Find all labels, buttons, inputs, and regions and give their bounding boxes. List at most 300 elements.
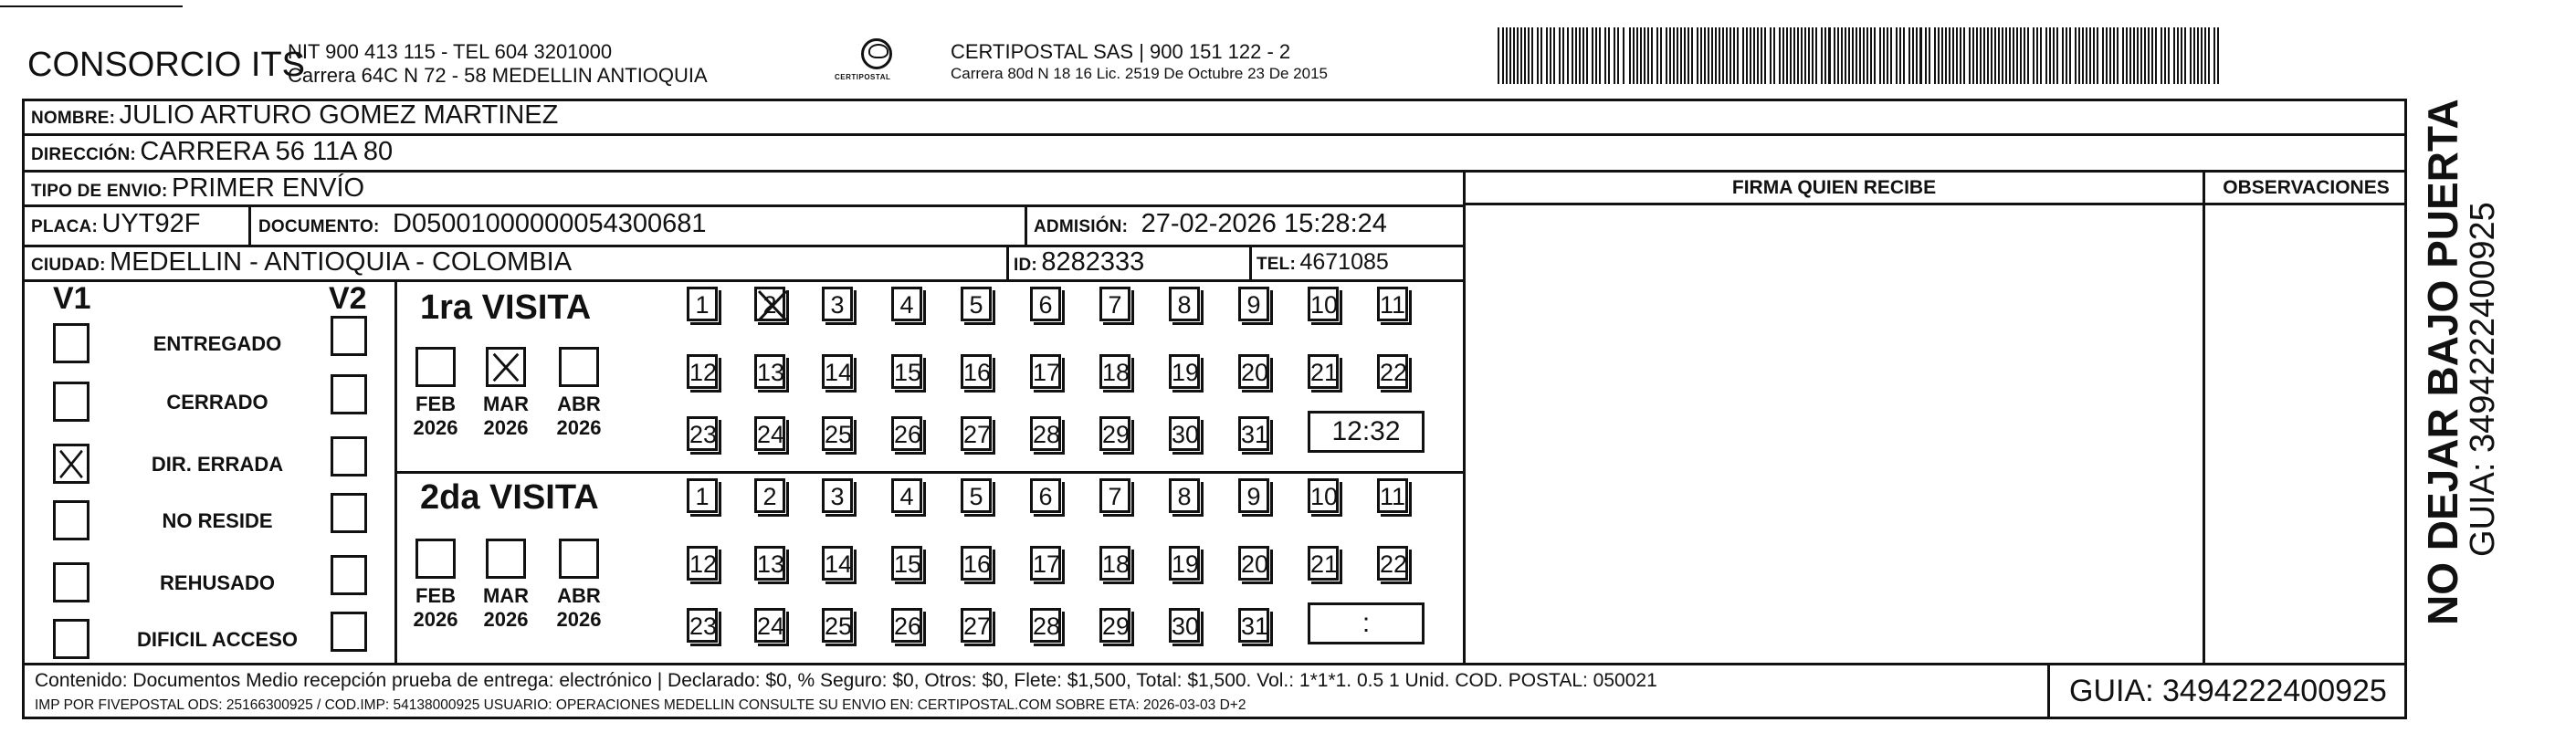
visit2-day-23[interactable]: 23	[687, 608, 718, 643]
barcode-bar	[2040, 27, 2042, 84]
barcode-bar	[1896, 27, 1898, 84]
barcode-bar	[2086, 27, 2087, 84]
visit1-day-6[interactable]: 6	[1030, 287, 1061, 321]
barcode-bar	[1614, 27, 1615, 84]
visit2-month-checkbox-mar[interactable]	[486, 539, 526, 579]
visit1-day-30[interactable]: 30	[1169, 416, 1200, 451]
barcode-bar	[1890, 27, 1892, 84]
barcode-bar	[1586, 27, 1588, 84]
barcode-bar	[1498, 27, 1499, 84]
placa-value: UYT92F	[101, 209, 201, 238]
id-row	[1014, 247, 1144, 278]
logo-text: CERTIPOSTAL	[835, 73, 891, 81]
visit2-day-21[interactable]: 21	[1308, 546, 1339, 581]
barcode-bar	[1908, 27, 1910, 84]
barcode-bar	[1559, 27, 1561, 84]
barcode-bar	[2082, 27, 2084, 84]
visit1-month-checkbox-mar[interactable]	[486, 347, 526, 387]
visit2-day-11[interactable]: 11	[1377, 478, 1408, 513]
barcode-bar	[2045, 27, 2047, 84]
v1-checkbox-dir-errada[interactable]	[53, 444, 89, 484]
tipo-label: TIPO DE ENVIO:	[31, 182, 168, 201]
visit2-month-label	[547, 584, 611, 632]
barcode-bar	[1737, 27, 1739, 84]
barcode-bar	[1949, 27, 1950, 84]
barcode-bar	[1730, 27, 1731, 84]
barcode-bar	[1575, 27, 1577, 84]
v2-checkbox-entregado[interactable]	[331, 316, 367, 356]
barcode-bar	[2109, 27, 2111, 84]
barcode-bar	[2036, 27, 2038, 84]
visit2-day-1[interactable]: 1	[687, 478, 718, 513]
ciudad-label: CIUDAD:	[31, 256, 106, 275]
barcode-bar	[1636, 27, 1638, 84]
visit1-month-year: 2026	[413, 416, 458, 439]
barcode-bar	[1684, 27, 1686, 84]
barcode-bar	[1722, 27, 1724, 84]
status-option-label: ENTREGADO	[152, 332, 282, 355]
barcode-bar	[2177, 27, 2179, 84]
barcode-bar	[2113, 27, 2115, 84]
visit2-day-9[interactable]: 9	[1238, 478, 1269, 513]
visit1-month-year: 2026	[556, 416, 602, 439]
barcode-bar	[1528, 27, 1530, 84]
barcode-bar	[1750, 27, 1751, 84]
barcode-bar	[1919, 27, 1922, 84]
barcode-bar	[2020, 27, 2022, 84]
admision-label: ADMISIÓN:	[1034, 217, 1129, 236]
barcode-bar	[2093, 27, 2095, 84]
visit2-day-2[interactable]: 2	[754, 478, 785, 513]
barcode-bar	[1746, 27, 1748, 84]
visit1-time-field[interactable]: 12:32	[1308, 411, 1425, 453]
barcode-bar	[1673, 27, 1675, 84]
nit-line: NIT 900 413 115 - TEL 604 3201000	[288, 40, 613, 63]
barcode-bar	[1579, 27, 1581, 84]
barcode-bar	[1837, 27, 1839, 84]
barcode-bar	[1903, 27, 1905, 84]
visit1-day-12[interactable]: 12	[687, 354, 718, 389]
tel-label: TEL:	[1256, 255, 1297, 274]
barcode-bar	[2213, 27, 2215, 84]
visit2-day-29[interactable]: 29	[1099, 608, 1130, 643]
visit1-day-21[interactable]: 21	[1308, 354, 1339, 389]
visit1-day-31[interactable]: 31	[1238, 416, 1269, 451]
visit1-day-19[interactable]: 19	[1169, 354, 1200, 389]
visit1-day-27[interactable]: 27	[961, 416, 992, 451]
contenido-line: Contenido: Documentos Medio recepción prueba de entrega: electrónico | Declarado: $0, % Seguro: $0, Otros: $0, Flete: $1,500, Total: $1,500. Vol.: 1*1*1. 0.5 1 Unid. COD. POSTAL: 050021	[35, 670, 1657, 691]
visit1-day-22[interactable]: 22	[1377, 354, 1408, 389]
barcode-bar	[1916, 27, 1918, 84]
barcode-bar	[1640, 27, 1642, 84]
visit1-day-8[interactable]: 8	[1169, 287, 1200, 321]
barcode-bar	[1793, 27, 1795, 84]
barcode-bar	[2024, 27, 2025, 84]
barcode-bar	[1887, 27, 1888, 84]
admision-row	[1034, 209, 1387, 239]
barcode-bar	[1883, 27, 1885, 84]
barcode-bar	[2049, 27, 2051, 84]
barcode-bar	[2164, 27, 2166, 84]
barcode-bar	[1677, 27, 1678, 84]
barcode-bar	[1753, 27, 1755, 84]
barcode-bar	[1976, 27, 1978, 84]
barcode-bar	[1540, 27, 1542, 84]
nombre-value: JULIO ARTURO GOMEZ MARTINEZ	[119, 100, 559, 130]
visit2-day-25[interactable]: 25	[822, 608, 853, 643]
barcode-bar	[2208, 27, 2210, 84]
barcode-bar	[2013, 27, 2014, 84]
company-name: CONSORCIO ITS	[27, 46, 306, 84]
barcode-bar	[2217, 27, 2219, 84]
visit2-month-name: ABR	[557, 584, 601, 607]
barcode-bar	[1688, 27, 1689, 84]
side-guia: GUIA: 3494222400925	[2464, 202, 2502, 557]
barcode-bar	[2033, 27, 2035, 84]
barcode-bar	[1629, 27, 1631, 84]
visit1-day-3[interactable]: 3	[822, 287, 853, 321]
barcode-bar	[1960, 27, 1961, 84]
firma-label: FIRMA QUIEN RECIBE	[1731, 177, 1937, 198]
barcode-bar	[2133, 27, 2135, 84]
barcode-bar	[1956, 27, 1958, 84]
barcode-bar	[1912, 27, 1914, 84]
barcode-bar	[2122, 27, 2124, 84]
visit1-day-10[interactable]: 10	[1308, 287, 1339, 321]
barcode-bar	[1757, 27, 1759, 84]
barcode-bar	[2140, 27, 2142, 84]
barcode-bar	[1925, 27, 1927, 84]
barcode-bar	[1815, 27, 1817, 84]
visit2-day-28[interactable]: 28	[1030, 608, 1061, 643]
barcode-bar	[1513, 27, 1515, 84]
visit2-month-checkbox-abr[interactable]	[559, 539, 599, 579]
visit1-day-25[interactable]: 25	[822, 416, 853, 451]
v2-label: V2	[329, 281, 367, 316]
visit2-day-6[interactable]: 6	[1030, 478, 1061, 513]
visit1-title: 1ra VISITA	[420, 288, 592, 327]
visit2-day-17[interactable]: 17	[1030, 546, 1061, 581]
barcode-bar	[1764, 27, 1766, 84]
barcode-bar	[1697, 27, 1698, 84]
id-value: 8282333	[1041, 247, 1145, 277]
barcode-bar	[2005, 27, 2007, 84]
v1-label: V1	[53, 281, 91, 316]
visit1-day-18[interactable]: 18	[1099, 354, 1130, 389]
barcode-bar	[1934, 27, 1936, 84]
visit1-day-16[interactable]: 16	[961, 354, 992, 389]
barcode-bar	[1595, 27, 1597, 84]
barcode-bar	[2144, 27, 2146, 84]
visit1-day-4[interactable]: 4	[891, 287, 922, 321]
certipostal-line: CERTIPOSTAL SAS | 900 151 122 - 2	[951, 40, 1291, 63]
barcode-bar	[1841, 27, 1843, 84]
barcode-bar	[1786, 27, 1788, 84]
barcode-bar	[1834, 27, 1835, 84]
barcode-bar	[1804, 27, 1806, 84]
barcode-bar	[1987, 27, 1989, 84]
status-option-label: DIR. ERRADA	[151, 453, 284, 476]
barcode-bar	[1874, 27, 1876, 84]
barcode-bar	[1797, 27, 1799, 84]
visit2-month-year: 2026	[413, 608, 458, 631]
visit2-day-31[interactable]: 31	[1238, 608, 1269, 643]
placa-label: PLACA:	[31, 217, 98, 236]
barcode-bar	[1651, 27, 1653, 84]
barcode-bar	[1952, 27, 1954, 84]
barcode-bar	[1821, 27, 1823, 84]
v2-checkbox-dificil-acceso[interactable]	[331, 612, 367, 652]
barcode-bar	[1656, 27, 1658, 84]
visit2-day-14[interactable]: 14	[822, 546, 853, 581]
license-line: Carrera 80d N 18 16 Lic. 2519 De Octubre 23 De 2015	[951, 65, 1328, 82]
documento-row	[258, 209, 707, 239]
barcode-bar	[1879, 27, 1881, 84]
address-line: Carrera 64C N 72 - 58 MEDELLIN ANTIOQUIA	[288, 64, 708, 87]
direccion-row	[31, 137, 393, 167]
v2-checkbox-no-reside[interactable]	[331, 493, 367, 533]
visit2-day-18[interactable]: 18	[1099, 546, 1130, 581]
status-option-label: CERRADO	[166, 391, 268, 414]
barcode-bar	[1980, 27, 1982, 84]
visit1-month-label	[474, 393, 538, 440]
direccion-label: DIRECCIÓN:	[31, 145, 136, 164]
barcode-bar	[1845, 27, 1846, 84]
barcode-bar	[1945, 27, 1947, 84]
barcode-bar	[2126, 27, 2128, 84]
visit1-day-20[interactable]: 20	[1238, 354, 1269, 389]
barcode-bar	[1520, 27, 1522, 84]
barcode-bar	[2053, 27, 2055, 84]
visit2-month-checkbox-feb[interactable]	[415, 539, 456, 579]
visit2-title: 2da VISITA	[420, 478, 599, 517]
ciudad-row	[31, 247, 572, 278]
barcode-bar	[1866, 27, 1868, 84]
barcode-bar	[1969, 27, 1971, 84]
documento-value: D05001000000054300681	[393, 209, 707, 238]
visit1-day-5[interactable]: 5	[961, 287, 992, 321]
barcode-bar	[2075, 27, 2077, 84]
visit1-day-15[interactable]: 15	[891, 354, 922, 389]
barcode-bar	[1941, 27, 1943, 84]
v2-checkbox-cerrado[interactable]	[331, 374, 367, 414]
barcode-bar	[1704, 27, 1706, 84]
visit2-day-8[interactable]: 8	[1169, 478, 1200, 513]
barcode-bar	[1761, 27, 1762, 84]
id-label: ID:	[1014, 256, 1037, 275]
visit1-day-2[interactable]: 2	[754, 287, 785, 321]
nombre-row	[31, 100, 558, 131]
tipo-row	[31, 173, 364, 204]
barcode-bar	[1537, 27, 1539, 84]
status-option-label: NO RESIDE	[162, 509, 273, 532]
visit1-day-11[interactable]: 11	[1377, 287, 1408, 321]
barcode-bar	[2069, 27, 2071, 84]
visit1-day-7[interactable]: 7	[1099, 287, 1130, 321]
barcode-bar	[1801, 27, 1803, 84]
visit2-day-5[interactable]: 5	[961, 478, 992, 513]
visit1-day-23[interactable]: 23	[687, 416, 718, 451]
visit2-month-label	[474, 584, 538, 632]
ciudad-value: MEDELLIN - ANTIOQUIA - COLOMBIA	[110, 247, 573, 277]
barcode-bar	[2193, 27, 2195, 84]
barcode-bar	[1828, 27, 1831, 84]
barcode-bar	[1608, 27, 1610, 84]
barcode-bar	[1647, 27, 1649, 84]
v1-checkbox-cerrado[interactable]	[53, 382, 89, 422]
barcode-bar	[2204, 27, 2206, 84]
visit2-day-20[interactable]: 20	[1238, 546, 1269, 581]
barcode-bar	[2027, 27, 2029, 84]
v2-checkbox-dir-errada[interactable]	[331, 436, 367, 476]
visit2-day-12[interactable]: 12	[687, 546, 718, 581]
visit2-day-7[interactable]: 7	[1099, 478, 1130, 513]
barcode-bar	[1899, 27, 1901, 84]
visit2-month-name: FEB	[415, 584, 456, 607]
barcode-bar	[1506, 27, 1508, 84]
v1-checkbox-no-reside[interactable]	[53, 500, 89, 540]
barcode-bar	[1660, 27, 1662, 84]
visit2-day-3[interactable]: 3	[822, 478, 853, 513]
tel-value: 4671085	[1299, 249, 1389, 275]
visit1-day-24[interactable]: 24	[754, 416, 785, 451]
barcode-bar	[1582, 27, 1584, 84]
visit1-month-name: FEB	[415, 393, 456, 415]
barcode-bar	[1726, 27, 1728, 84]
visit1-day-9[interactable]: 9	[1238, 287, 1269, 321]
barcode-bar	[2078, 27, 2080, 84]
barcode-bar	[2009, 27, 2011, 84]
barcode-bar	[1562, 27, 1564, 84]
visit2-day-26[interactable]: 26	[891, 608, 922, 643]
barcode-bar	[1863, 27, 1865, 84]
barcode-bar	[1782, 27, 1784, 84]
barcode-bar	[1852, 27, 1854, 84]
visit1-month-checkbox-feb[interactable]	[415, 347, 456, 387]
barcode-bar	[1567, 27, 1569, 84]
barcode	[1498, 27, 2228, 88]
barcode-bar	[1592, 27, 1593, 84]
visit2-month-name: MAR	[482, 584, 530, 607]
barcode-bar	[1790, 27, 1792, 84]
barcode-bar	[1963, 27, 1965, 84]
barcode-bar	[1824, 27, 1826, 84]
barcode-bar	[1929, 27, 1930, 84]
barcode-bar	[1733, 27, 1735, 84]
barcode-bar	[1848, 27, 1850, 84]
visit2-day-24[interactable]: 24	[754, 608, 785, 643]
barcode-bar	[1812, 27, 1814, 84]
barcode-bar	[2089, 27, 2091, 84]
visit2-month-label	[404, 584, 468, 632]
barcode-bar	[1691, 27, 1693, 84]
observaciones-label: OBSERVACIONES	[2223, 177, 2390, 198]
visit2-day-13[interactable]: 13	[754, 546, 785, 581]
admision-value: 27-02-2026 15:28:24	[1141, 209, 1387, 238]
visit2-month-year: 2026	[556, 608, 602, 631]
imp-line: IMP POR FIVEPOSTAL ODS: 25166300925 / COD.IMP: 54138000925 USUARIO: OPERACIONES MEDELLIN CONSULTE SU ENVIO EN: CERTIPOSTAL.COM SOBRE ETA: 2026-03-03 D+2	[35, 697, 1246, 713]
barcode-bar	[2201, 27, 2203, 84]
guia-box: GUIA: 3494222400925	[2069, 674, 2387, 708]
visit2-day-16[interactable]: 16	[961, 546, 992, 581]
barcode-bar	[2002, 27, 2003, 84]
barcode-bar	[1604, 27, 1606, 84]
visit1-day-14[interactable]: 14	[822, 354, 853, 389]
visit1-day-28[interactable]: 28	[1030, 416, 1061, 451]
barcode-bar	[1711, 27, 1713, 84]
visit2-day-30[interactable]: 30	[1169, 608, 1200, 643]
barcode-bar	[1517, 27, 1519, 84]
barcode-bar	[1715, 27, 1717, 84]
barcode-bar	[1599, 27, 1601, 84]
visit2-day-22[interactable]: 22	[1377, 546, 1408, 581]
barcode-bar	[1617, 27, 1619, 84]
barcode-bar	[2151, 27, 2153, 84]
placa-row	[31, 209, 200, 239]
documento-label: DOCUMENTO:	[258, 217, 380, 236]
barcode-bar	[1972, 27, 1974, 84]
barcode-bar	[1938, 27, 1940, 84]
visit1-month-label	[404, 393, 468, 440]
barcode-bar	[2148, 27, 2150, 84]
barcode-bar	[1991, 27, 1992, 84]
visit2-day-19[interactable]: 19	[1169, 546, 1200, 581]
visit1-day-29[interactable]: 29	[1099, 416, 1130, 451]
tipo-value: PRIMER ENVÍO	[172, 173, 365, 203]
barcode-bar	[1856, 27, 1857, 84]
barcode-bar	[1680, 27, 1682, 84]
visit1-day-26[interactable]: 26	[891, 416, 922, 451]
barcode-bar	[1546, 27, 1548, 84]
barcode-bar	[1644, 27, 1645, 84]
logo-mark-icon	[868, 44, 888, 58]
barcode-bar	[1550, 27, 1551, 84]
v2-checkbox-rehusado[interactable]	[331, 555, 367, 595]
visit2-day-4[interactable]: 4	[891, 478, 922, 513]
barcode-bar	[2173, 27, 2175, 84]
visit2-day-27[interactable]: 27	[961, 608, 992, 643]
visit2-month-year: 2026	[483, 608, 529, 631]
status-option-label: REHUSADO	[160, 571, 275, 594]
v1-checkbox-rehusado[interactable]	[53, 562, 89, 602]
barcode-bar	[2106, 27, 2108, 84]
top-edge-line	[0, 5, 183, 7]
visit1-day-13[interactable]: 13	[754, 354, 785, 389]
visit2-day-10[interactable]: 10	[1308, 478, 1339, 513]
v1-checkbox-dificil-acceso[interactable]	[53, 619, 89, 659]
barcode-bar	[1773, 27, 1775, 84]
direccion-value: CARRERA 56 11A 80	[140, 137, 394, 166]
barcode-bar	[1572, 27, 1573, 84]
v1-checkbox-entregado[interactable]	[53, 323, 89, 363]
visit1-day-1[interactable]: 1	[687, 287, 718, 321]
barcode-bar	[1859, 27, 1861, 84]
barcode-bar	[2062, 27, 2064, 84]
visit1-month-checkbox-abr[interactable]	[559, 347, 599, 387]
barcode-bar	[2097, 27, 2098, 84]
barcode-bar	[2161, 27, 2162, 84]
visit2-day-15[interactable]: 15	[891, 546, 922, 581]
visit1-day-17[interactable]: 17	[1030, 354, 1061, 389]
barcode-bar	[1531, 27, 1533, 84]
barcode-bar	[1633, 27, 1635, 84]
barcode-bar	[1666, 27, 1667, 84]
barcode-bar	[1870, 27, 1872, 84]
barcode-bar	[1770, 27, 1772, 84]
visit2-time-field[interactable]: :	[1308, 602, 1425, 644]
visit1-month-name: MAR	[482, 393, 530, 415]
barcode-bar	[2056, 27, 2058, 84]
